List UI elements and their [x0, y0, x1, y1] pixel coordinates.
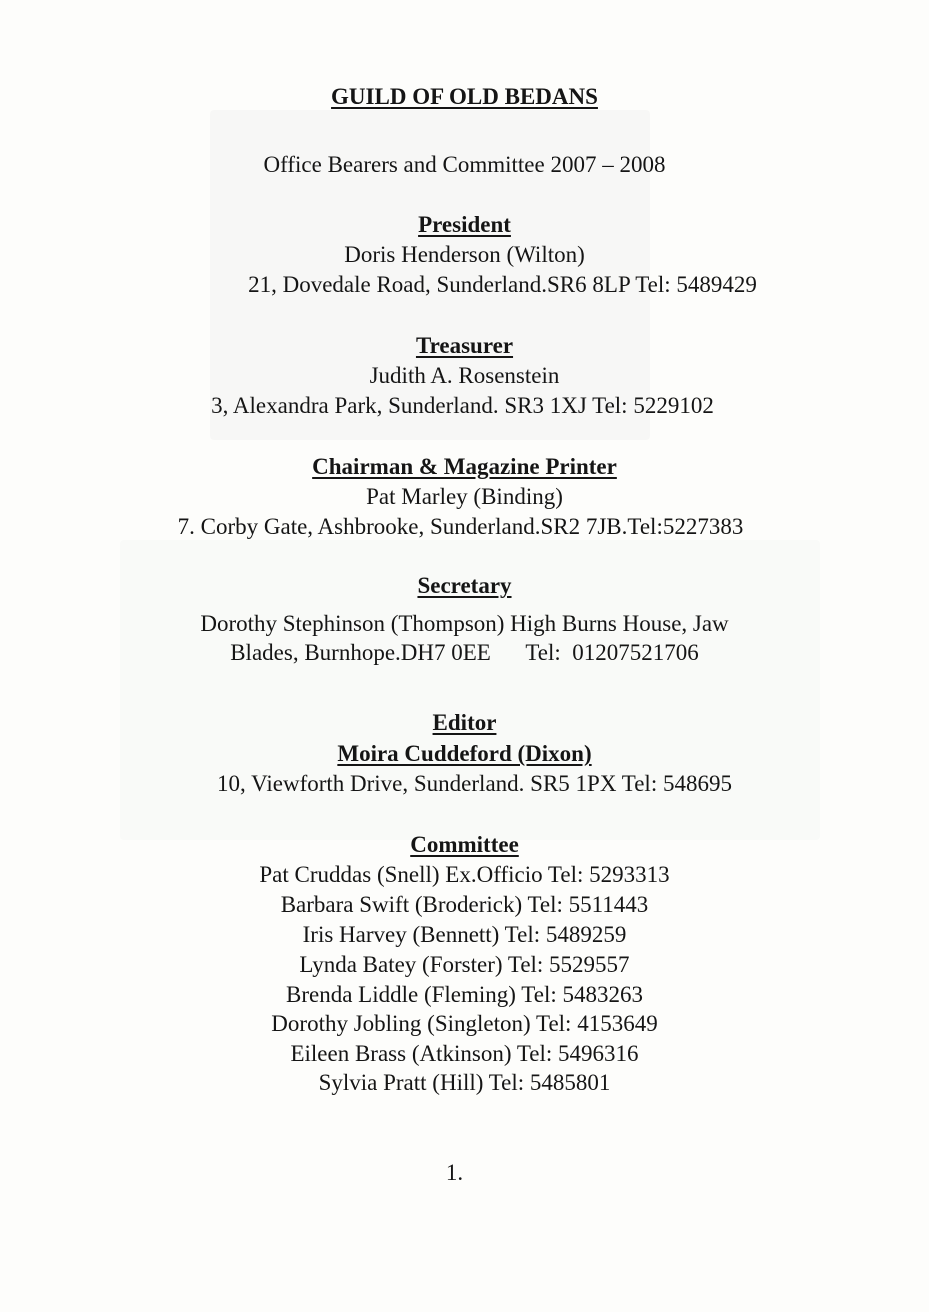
secretary-line-1: Dorothy Stephinson (Thompson) High Burns House, Jaw [200, 611, 729, 636]
president-address: 21, Dovedale Road, Sunderland.SR6 8LP Tel: 5489429 [248, 272, 757, 297]
president-name: Doris Henderson (Wilton) [344, 242, 585, 267]
committee-member: Dorothy Jobling (Singleton) Tel: 4153649 [271, 1011, 658, 1036]
treasurer-heading: Treasurer [415, 333, 514, 358]
chairman-address: 7. Corby Gate, Ashbrooke, Sunderland.SR2 7JB.Tel:5227383 [177, 514, 744, 539]
secretary-line-2: Blades, Burnhope.DH7 0EE Tel: 01207521706 [230, 640, 699, 665]
editor-heading: Editor [432, 710, 497, 735]
editor-address: 10, Viewforth Drive, Sunderland. SR5 1PX Tel: 548695 [217, 771, 732, 796]
document-title: GUILD OF OLD BEDANS [331, 84, 598, 109]
treasurer-address: 3, Alexandra Park, Sunderland. SR3 1XJ Tel: 5229102 [211, 393, 714, 418]
chairman-name: Pat Marley (Binding) [366, 484, 563, 509]
committee-member: Sylvia Pratt (Hill) Tel: 5485801 [318, 1070, 611, 1095]
page-number: 1. [445, 1160, 464, 1185]
committee-member: Eileen Brass (Atkinson) Tel: 5496316 [290, 1041, 639, 1066]
committee-heading: Committee [410, 832, 519, 857]
treasurer-name: Judith A. Rosenstein [369, 363, 560, 388]
president-heading: President [418, 212, 511, 237]
committee-member: Brenda Liddle (Fleming) Tel: 5483263 [286, 982, 643, 1007]
document-subtitle: Office Bearers and Committee 2007 – 2008 [263, 152, 666, 177]
secretary-heading: Secretary [417, 573, 512, 598]
committee-member: Iris Harvey (Bennett) Tel: 5489259 [302, 922, 627, 947]
editor-name: Moira Cuddeford (Dixon) [337, 741, 592, 766]
committee-member: Barbara Swift (Broderick) Tel: 5511443 [280, 892, 649, 917]
chairman-heading: Chairman & Magazine Printer [312, 454, 617, 479]
committee-member: Pat Cruddas (Snell) Ex.Officio Tel: 5293313 [259, 862, 670, 887]
committee-member: Lynda Batey (Forster) Tel: 5529557 [299, 952, 630, 977]
